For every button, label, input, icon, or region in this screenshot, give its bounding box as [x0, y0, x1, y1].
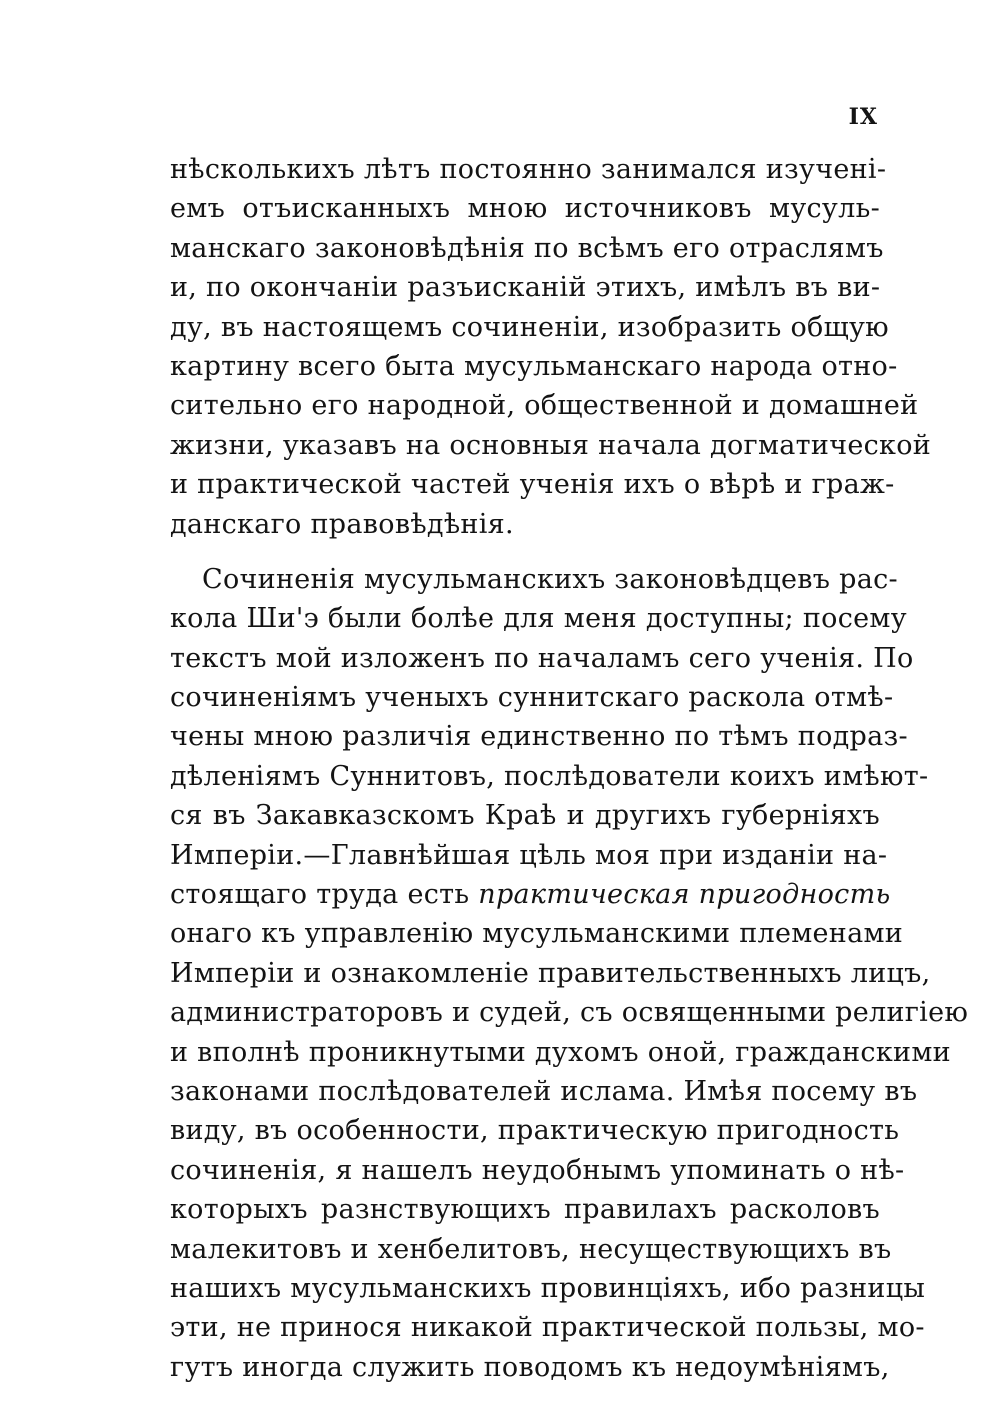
- text-line: кола Ши'э были болѣе для меня доступны; посему: [170, 603, 907, 635]
- text-line: сочиненія, я нашелъ неудобнымъ упоминать о нѣ-: [170, 1154, 905, 1186]
- text-line: емъ отъисканныхъ мною источниковъ мусуль-: [170, 193, 880, 225]
- text-line: которыхъ разнствующихъ правилахъ расколовъ: [170, 1194, 880, 1226]
- text-line: Имперіи.—Главнѣйшая цѣль моя при изданіи на-: [170, 839, 888, 871]
- text-line: гутъ иногда служить поводомъ къ недоумѣніямъ,: [170, 1351, 890, 1383]
- text-line: виду, въ особенности, практическую пригодность: [170, 1115, 900, 1147]
- text-line: нѣсколькихъ лѣтъ постоянно занимался изучені-: [170, 154, 887, 185]
- text-line: и, по окончаніи разъисканій этихъ, имѣлъ въ ви-: [170, 272, 881, 304]
- text-line: нашихъ мусульманскихъ провинціяхъ, ибо разницы: [170, 1272, 926, 1304]
- text-line: законами послѣдователей ислама. Имѣя посему въ: [170, 1075, 918, 1107]
- text-line: онаго къ управленію мусульманскими племенами: [170, 918, 904, 950]
- paragraph-2: [170, 560, 969, 1387]
- text-line: сительно его народной, общественной и домашней: [170, 390, 919, 422]
- text-line: картину всего быта мусульманскаго народа отно-: [170, 350, 898, 382]
- text-line: чены мною различія единственно по тѣмъ подраз-: [170, 721, 908, 753]
- emphasized-phrase: практическая пригодность: [478, 879, 891, 911]
- text-line: жизни, указавъ на основныя начала догматической: [170, 429, 932, 461]
- text-line: Имперіи и ознакомленіе правительственныхъ лицъ,: [170, 957, 931, 989]
- text-line: малекитовъ и хенбелитовъ, несуществующихъ въ: [170, 1233, 892, 1265]
- text-line: дѣленіямъ Суннитовъ, послѣдователи коихъ имѣют-: [170, 760, 929, 792]
- text-line: эти, не принося никакой практической пользы, мо-: [170, 1312, 925, 1344]
- text-line: сочиненіямъ ученыхъ суннитскаго раскола отмѣ-: [170, 682, 894, 714]
- text-line: администраторовъ и судей, съ освященными религіею: [170, 997, 969, 1029]
- text-line: и вполнѣ проникнутыми духомъ оной, гражданскими: [170, 1036, 951, 1068]
- body-text: [170, 150, 969, 1387]
- text-line: данскаго правовѣдѣнія.: [170, 508, 514, 540]
- text-segment: стоящаго труда есть: [170, 879, 479, 911]
- text-line: текстъ мой изложенъ по началамъ сего ученія. По: [170, 642, 914, 674]
- page-number: IX: [848, 104, 878, 130]
- text-line: ду, въ настоящемъ сочиненіи, изобразить общую: [170, 311, 889, 343]
- text-line: и практической частей ученія ихъ о вѣрѣ и граж-: [170, 469, 895, 501]
- text-line-with-emphasis: [170, 875, 891, 914]
- text-line: ся въ Закавказскомъ Краѣ и другихъ губерніяхъ: [170, 800, 880, 832]
- paragraph-1: [170, 150, 932, 544]
- text-line: Сочиненія мусульманскихъ законовѣдцевъ рас-: [202, 563, 898, 595]
- text-line: манскаго законовѣдѣнія по всѣмъ его отраслямъ: [170, 232, 884, 264]
